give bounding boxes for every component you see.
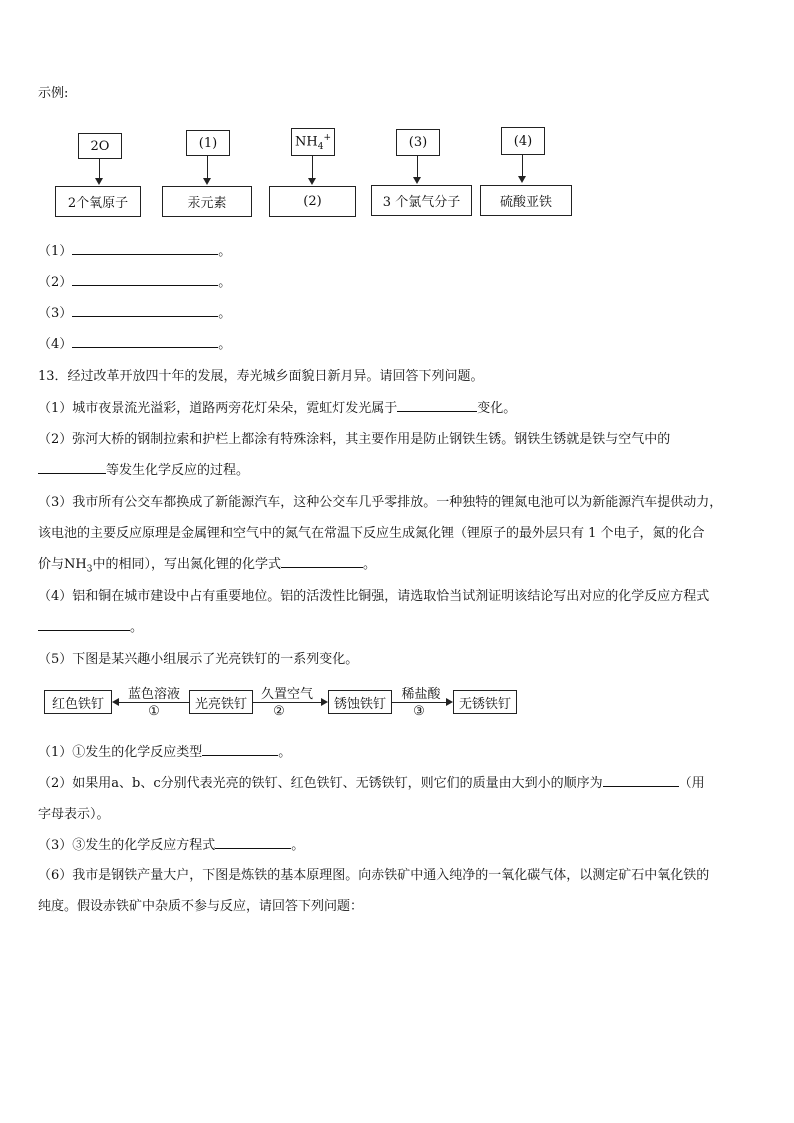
flow-node-red-nail: 红色铁钉 — [44, 690, 112, 714]
q13-part-4-line-1: （4）铝和铜在城市建设中占有重要地位。铝的活泼性比铜强，请选取恰当试剂证明该结论写出对应的化学反应方程式 — [38, 589, 710, 604]
q13-2-blank[interactable] — [38, 461, 106, 474]
flow-arrow-2-line — [253, 702, 321, 703]
answer-line-1: （1） 。 — [38, 244, 232, 259]
q13-5-sub-2-line-1: （2）如果用a、b、c分别代表光亮的铁钉、红色铁钉、无锈铁钉，则它们的质量由大到小的顺序为 （用 — [38, 776, 705, 791]
q13-part-1: （1）城市夜景流光溢彩，道路两旁花灯朵朵，霓虹灯发光属于 变化。 — [38, 401, 517, 416]
bottom-box-3: (2) — [269, 186, 356, 217]
q13-part-2-line-1: （2）弥河大桥的钢制拉索和护栏上都涂有特殊涂料，其主要作用是防止钢铁生锈。钢铁生锈就是铁与空气中的 — [38, 432, 671, 447]
q13-part-2-line-2: 等发生化学反应的过程。 — [38, 459, 249, 478]
q13-part-3-line-1: （3）我市所有公交车都换成了新能源汽车，这种公交车几乎零排放。一种独特的锂氮电池可以为新能源汽车提供动力， — [38, 495, 723, 510]
answer-line-4: （4） 。 — [38, 337, 232, 352]
q13-5-sub-2-line-2: 字母表示）。 — [38, 807, 110, 822]
connector-5 — [522, 155, 523, 177]
q13-part-5: （5）下图是某兴趣小组展示了光亮铁钉的一系列变化。 — [38, 652, 359, 667]
example-label: 示例: — [38, 86, 69, 101]
answer-blank-4[interactable] — [72, 335, 218, 348]
q13-part-3-line-3: 价与$NH_3$中的相同），写出氮化锂的化学式 。 — [38, 557, 376, 575]
bottom-box-5: 硫酸亚铁 — [480, 185, 572, 216]
connector-4 — [417, 156, 418, 178]
bottom-box-1: 2个氧原子 — [55, 186, 141, 217]
answer-line-2: （2） 。 — [38, 275, 232, 290]
q13-1-blank[interactable] — [397, 399, 477, 412]
arrow-down-icon — [518, 176, 526, 183]
top-box-1: 2O — [78, 133, 122, 159]
answer-line-3: （3） 。 — [38, 306, 232, 321]
answer-blank-2[interactable] — [72, 273, 218, 286]
flow-num-1: ① — [148, 704, 160, 719]
bottom-box-2: 汞元素 — [162, 186, 252, 217]
flow-node-bright-nail: 光亮铁钉 — [189, 690, 253, 714]
answer-blank-1[interactable] — [72, 242, 218, 255]
flow-label-1: 蓝色溶液 — [127, 687, 180, 702]
q13-5-2-blank[interactable] — [603, 774, 679, 787]
top-box-3: $NH_4^+$ — [291, 128, 335, 156]
flow-node-rusted-nail: 锈蚀铁钉 — [328, 690, 392, 714]
q13-4-blank[interactable] — [38, 618, 130, 631]
arrow-down-icon — [95, 178, 103, 185]
q13-part-6-line-2: 纯度。假设赤铁矿中杂质不参与反应，请回答下列问题： — [38, 899, 364, 914]
q13-5-sub-1: （1）①发生的化学反应类型 。 — [38, 745, 292, 760]
q13-part-3-line-2: 该电池的主要反应原理是金属锂和空气中的氮气在常温下反应生成氮化锂（锂原子的最外层只有 1 个电子，氮的化合 — [38, 526, 705, 541]
arrow-down-icon — [308, 178, 316, 185]
q13-part-6-line-1: （6）我市是钢铁产量大户，下图是炼铁的基本原理图。向赤铁矿中通入纯净的一氧化碳气体，以测定矿石中氧化铁的 — [38, 868, 710, 883]
answer-blank-3[interactable] — [72, 304, 218, 317]
connector-2 — [207, 156, 208, 179]
flow-arrow-3-line — [392, 702, 446, 703]
top-box-5: (4) — [501, 127, 545, 155]
connector-1 — [99, 159, 100, 179]
arrow-right-icon — [321, 698, 328, 706]
q13-5-3-blank[interactable] — [215, 836, 291, 849]
flow-node-rustfree-nail: 无锈铁钉 — [453, 690, 517, 714]
top-box-4: (3) — [396, 129, 440, 156]
flow-num-3: ③ — [413, 704, 425, 719]
arrow-down-icon — [203, 178, 211, 185]
q13-3-blank[interactable] — [281, 555, 363, 568]
flow-num-2: ② — [273, 704, 285, 719]
top-box-2: (1) — [186, 130, 230, 156]
flow-label-2: 久置空气 — [260, 687, 313, 702]
question-13-stem: 13．经过改革开放四十年的发展，寿光城乡面貌日新月异。请回答下列问题。 — [38, 369, 484, 384]
bottom-box-4: 3 个氯气分子 — [371, 185, 472, 216]
flow-label-3: 稀盐酸 — [401, 687, 441, 702]
q13-part-4-line-2: 。 — [38, 616, 143, 635]
arrow-down-icon — [413, 177, 421, 184]
connector-3 — [312, 156, 313, 179]
flow-arrow-1-line — [119, 702, 189, 703]
q13-5-1-blank[interactable] — [202, 743, 278, 756]
arrow-left-icon — [112, 698, 119, 706]
q13-5-sub-3: （3）③发生的化学反应方程式 。 — [38, 838, 305, 853]
